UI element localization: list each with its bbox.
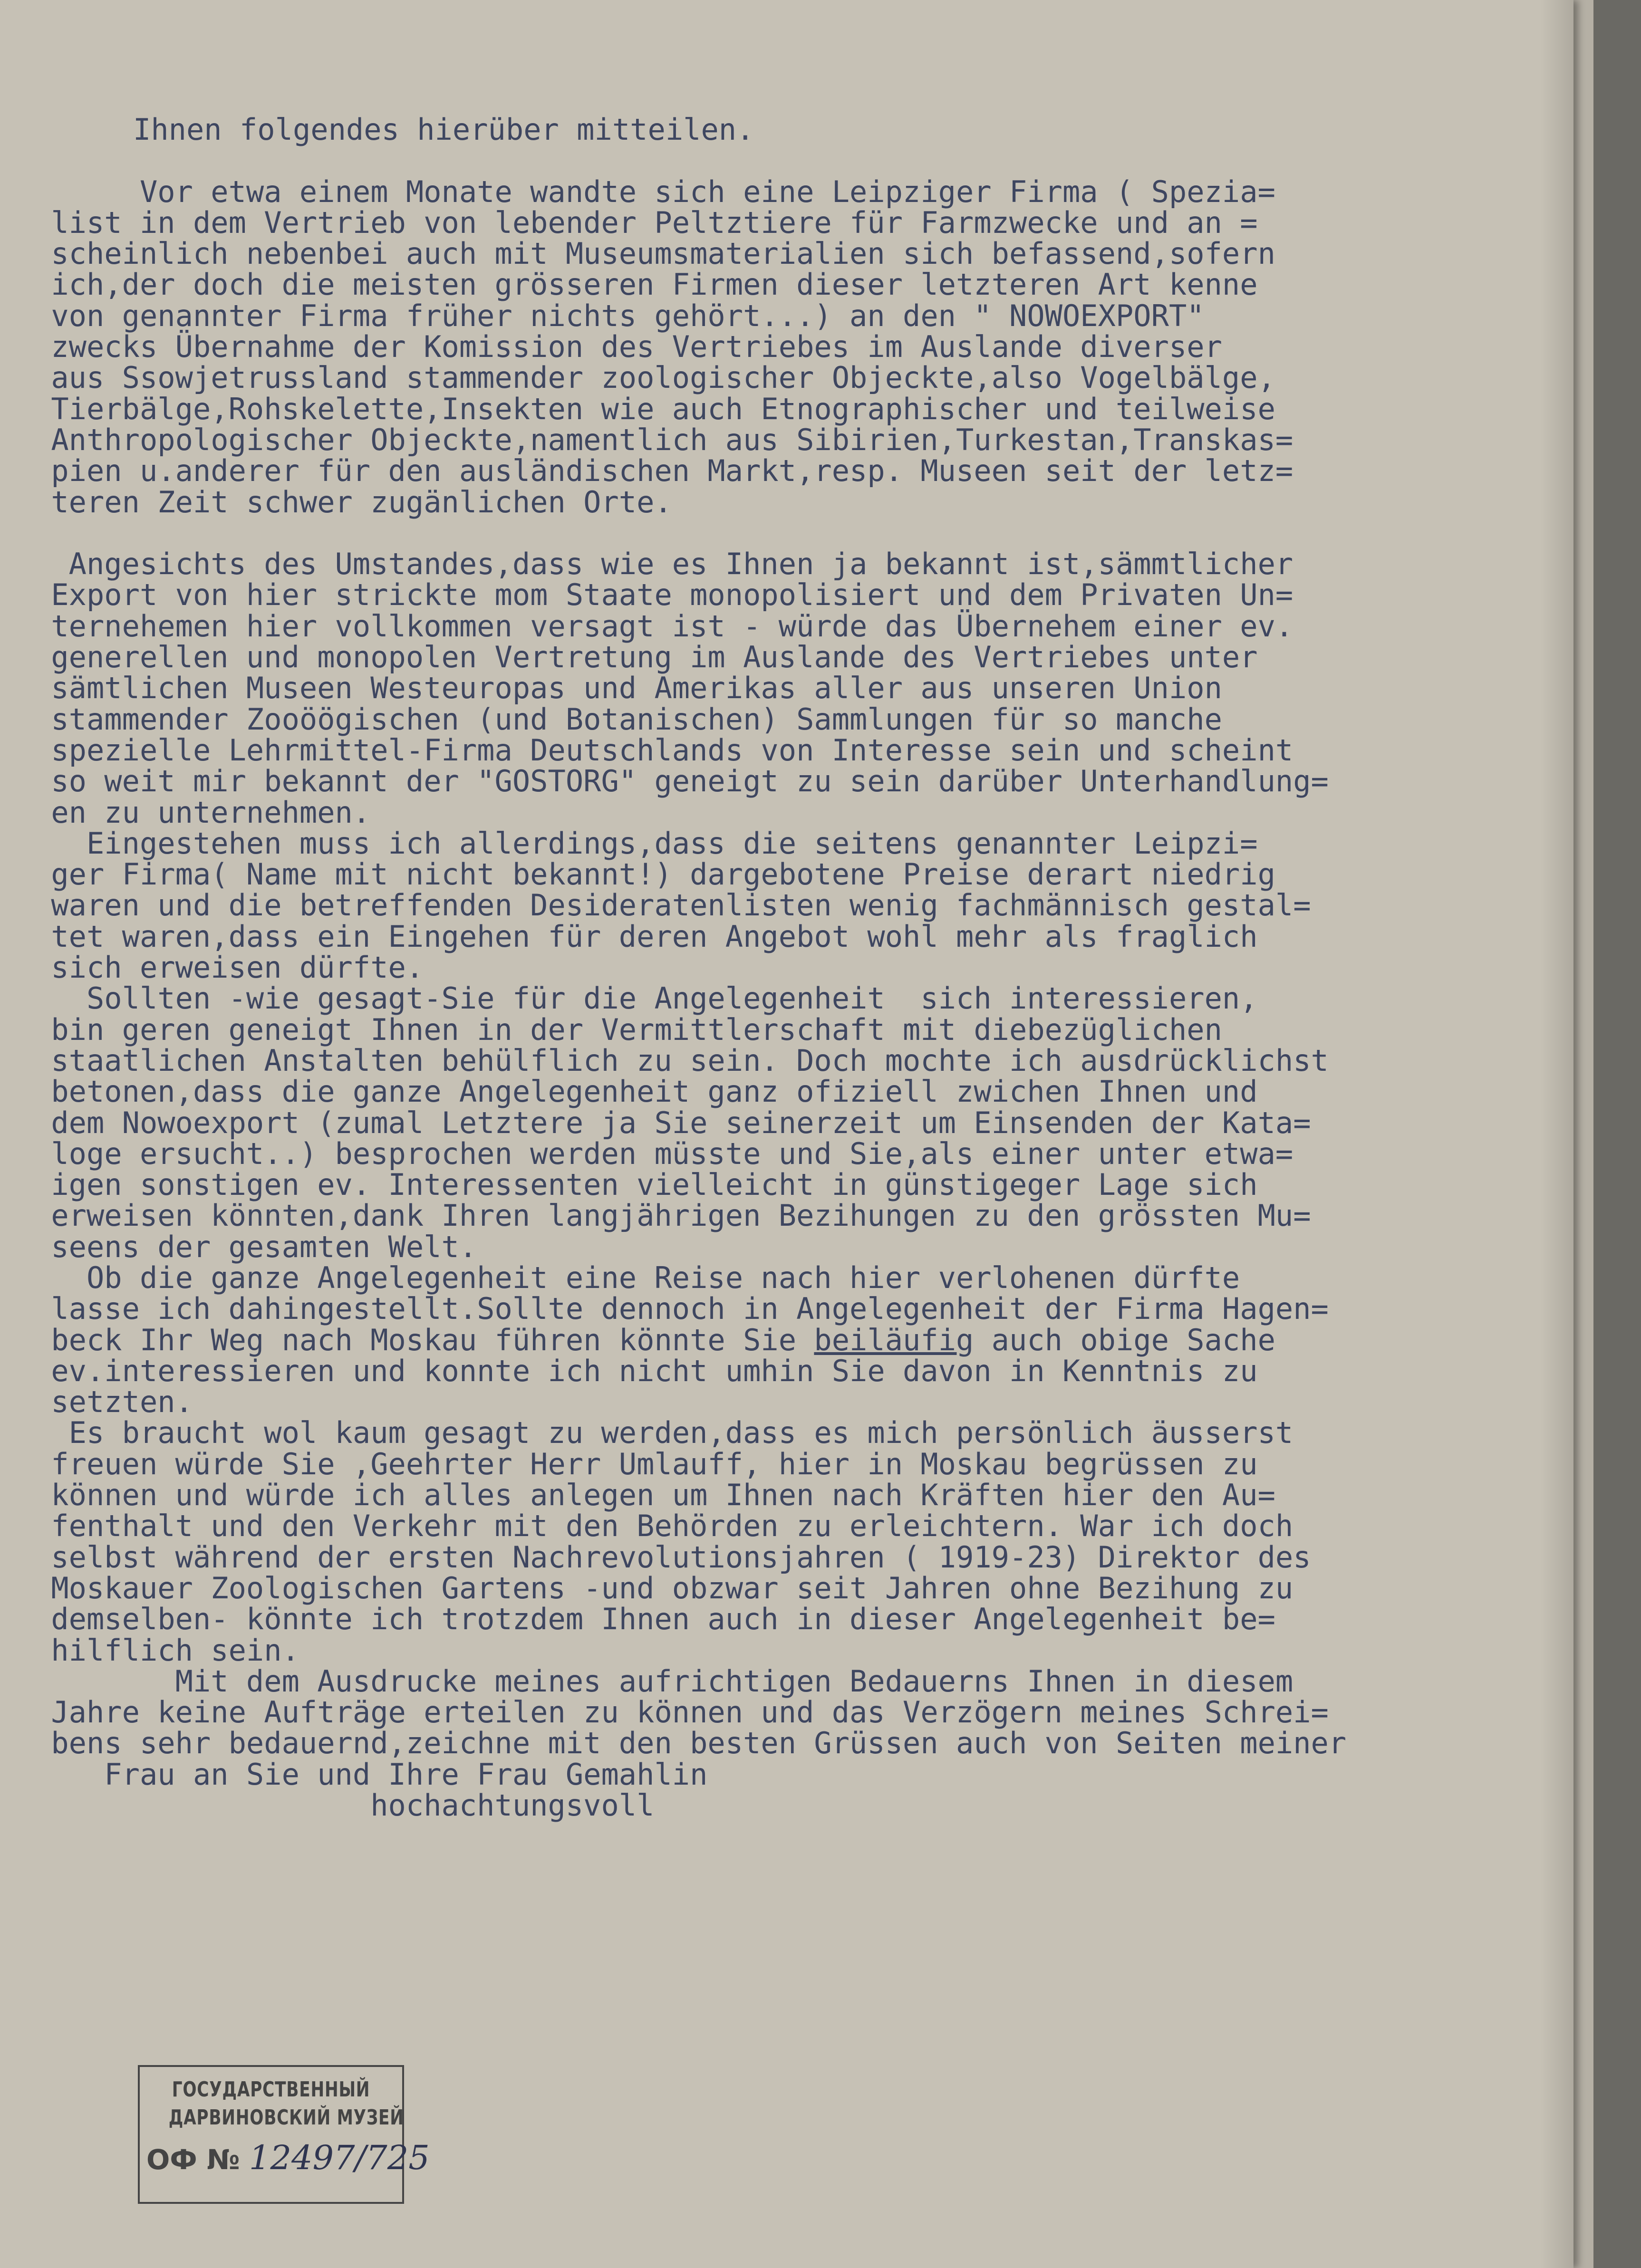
text-line: Ihnen folgendes hierüber mitteilen. <box>133 112 754 147</box>
stamp-prefix: ОФ № <box>146 2143 240 2176</box>
text-line: Moskauer Zoologischen Gartens -und obzwar seit Jahren ohne Bezihung zu <box>33 1570 1293 1605</box>
text-line: Vor etwa einem Monate wandte sich eine Leipziger Firma ( Spezia= <box>33 174 1275 209</box>
letter-body <box>33 114 1564 1821</box>
text-line: sich erweisen dürfte. <box>33 950 424 985</box>
text-line: Mit dem Ausdrucke meines aufrichtigen Bedauerns Ihnen in diesem <box>33 1663 1293 1699</box>
text-line: beck Ihr Weg nach Moskau führen könnte Sie beiläufig auch obige Sache <box>33 1322 1275 1357</box>
text-line: pien u.anderer für den ausländischen Markt,resp. Museen seit der letz= <box>33 453 1293 489</box>
text-line: list in dem Vertrieb von lebender Peltztiere für Farmzwecke und an = <box>33 205 1258 240</box>
text-line: lasse ich dahingestellt.Sollte dennoch in Angelegenheit der Firma Hagen= <box>33 1291 1329 1326</box>
text-line: freuen würde Sie ,Geehrter Herr Umlauff, hier in Moskau begrüssen zu <box>33 1446 1258 1481</box>
text-line: erweisen könnten,dank Ihren langjährigen Bezihungen zu den grössten Mu= <box>33 1198 1311 1233</box>
text-line: Jahre keine Aufträge erteilen zu können und das Verzögern meines Schrei= <box>33 1695 1329 1730</box>
text-line: Tierbälge,Rohskelette,Insekten wie auch Etnographischer und teilweise <box>33 391 1275 426</box>
text-line: ev.interessieren und konnte ich nicht umhin Sie davon in Kenntnis zu <box>33 1353 1258 1388</box>
text-line: selbst während der ersten Nachrevolutionsjahren ( 1919-23) Direktor des <box>33 1539 1311 1575</box>
text-line: tet waren,dass ein Eingehen für deren Angebot wohl mehr als fraglich <box>33 919 1258 954</box>
text-line: können und würde ich alles anlegen um Ihnen nach Kräften hier den Au= <box>33 1478 1275 1513</box>
text-line: ger Firma( Name mit nicht bekannt!) dargebotene Preise derart niedrig <box>33 857 1275 892</box>
underlying-sheet-shadow <box>1593 0 1641 2268</box>
underlined-word: beiläufig <box>814 1322 974 1357</box>
text-line: Es braucht wol kaum gesagt zu werden,dass es mich persönlich äusserst <box>33 1415 1293 1451</box>
text-line: dem Nowoexport (zumal Letztere ja Sie seinerzeit um Einsenden der Kata= <box>33 1105 1311 1140</box>
text-line: zwecks Übernahme der Komission des Vertriebes im Auslande diverser <box>33 329 1222 365</box>
text-line: scheinlich nebenbei auch mit Museumsmaterialien sich befassend,sofern <box>33 236 1275 271</box>
text-line: von genannter Firma früher nichts gehört...) an den " NOWOEXPORT" <box>33 298 1205 333</box>
text-line: Anthropologischer Objeckte,namentlich aus Sibirien,Turkestan,Transkas= <box>33 422 1293 457</box>
text-line: aus Ssowjetrussland stammender zoologischer Objeckte,also Vogelbälge, <box>33 360 1275 395</box>
text-line: en zu unternehmen. <box>33 795 371 830</box>
text-line: ich,der doch die meisten grösseren Firmen dieser letzteren Art kenne <box>33 267 1258 302</box>
text-line: Frau an Sie und Ihre Frau Gemahlin <box>33 1757 708 1792</box>
text-line: Export von hier strickte mom Staate monopolisiert und dem Privaten Un= <box>33 577 1293 613</box>
text-line: seens der gesamten Welt. <box>33 1229 477 1264</box>
text-line: setzten. <box>33 1384 193 1420</box>
text-line: hilflich sein. <box>33 1633 299 1668</box>
text-line: Sollten -wie gesagt-Sie für die Angelegenheit sich interessieren, <box>33 981 1258 1016</box>
text-line: fenthalt und den Verkehr mit den Behörden zu erleichtern. War ich doch <box>33 1509 1293 1544</box>
stamp-line-2: ДАРВИНОВСКИЙ МУЗЕЙ <box>168 2105 404 2130</box>
text-line: igen sonstigen ev. Interessenten vielleicht in günstigeger Lage sich <box>33 1167 1258 1202</box>
text-line: loge ersucht..) besprochen werden müsste und Sie,als einer unter etwa= <box>33 1136 1293 1171</box>
text-line: bens sehr bedauernd,zeichne mit den besten Grüssen auch von Seiten meiner <box>33 1726 1347 1761</box>
paragraph-gap <box>33 145 1564 176</box>
text-line: Ob die ganze Angelegenheit eine Reise nach hier verlohenen dürfte <box>33 1260 1240 1295</box>
stamp-inventory-number: 12497/725 <box>249 2138 430 2177</box>
text-line: so weit mir bekannt der "GOSTORG" geneigt zu sein darüber Unterhandlung= <box>33 764 1329 799</box>
text-line: waren und die betreffenden Desideratenlisten wenig fachmännisch gestal= <box>33 888 1311 923</box>
text-line: Eingestehen muss ich allerdings,dass die seitens genannter Leipzi= <box>33 826 1258 861</box>
stamp-line-1: ГОСУДАРСТВЕННЫЙ <box>172 2077 370 2102</box>
text-line: betonen,dass die ganze Angelegenheit ganz ofiziell zwichen Ihnen und <box>33 1074 1258 1109</box>
text-line: stammender Zooöögischen (und Botanischen) Sammlungen für so manche <box>33 702 1222 737</box>
stamp-inventory-row <box>140 2138 430 2177</box>
text-line: Angesichts des Umstandes,dass wie es Ihnen ja bekannt ist,sämmtlicher <box>33 547 1293 582</box>
museum-stamp <box>138 2065 430 2204</box>
paragraph-gap <box>33 518 1564 548</box>
text-line: spezielle Lehrmittel-Firma Deutschlands von Interesse sein und scheint <box>33 732 1293 768</box>
text-line: teren Zeit schwer zugänlichen Orte. <box>33 484 672 519</box>
text-line: demselben- könnte ich trotzdem Ihnen auch in dieser Angelegenheit be= <box>33 1602 1275 1637</box>
text-line: sämtlichen Museen Westeuropas und Amerikas aller aus unseren Union <box>33 671 1222 706</box>
text-line: hochachtungsvoll <box>33 1788 655 1823</box>
text-line: staatlichen Anstalten behülflich zu sein. Doch mochte ich ausdrücklichst <box>33 1043 1329 1078</box>
text-line: generellen und monopolen Vertretung im Auslande des Vertriebes unter <box>33 640 1258 675</box>
text-line: ternehemen hier vollkommen versagt ist - würde das Übernehem einer ev. <box>33 608 1293 644</box>
text-line: bin geren geneigt Ihnen in der Vermittlerschaft mit diebezüglichen <box>33 1012 1222 1047</box>
